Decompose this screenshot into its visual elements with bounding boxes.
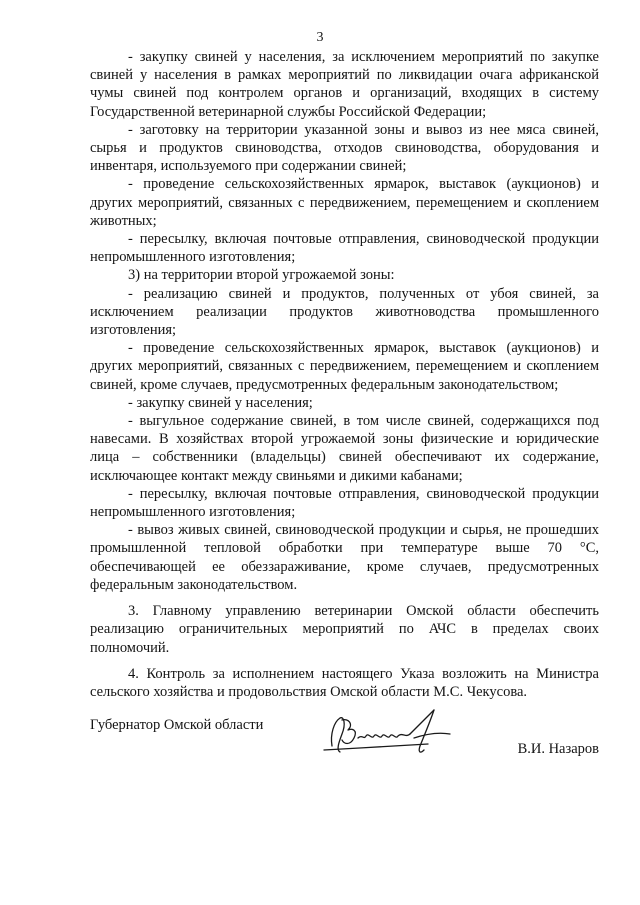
paragraph-live-export: - вывоз живых свиней, свиноводческой продукции и сырья, не прошедших промышленной тепловой обработки при температуре выше 70 °С, обеспечивающей ее обеззараживание, кроме случаев, предусмотренных федеральным законодательством. <box>90 522 599 593</box>
signatory-name: В.И. Назаров <box>517 741 599 757</box>
page-number: 3 <box>316 30 324 45</box>
paragraph-mailing-first-zone: - пересылку, включая почтовые отправления, свиноводческой продукции непромышленного изготовления; <box>90 231 599 266</box>
handwritten-signature <box>318 704 468 762</box>
paragraph-fairs-second-zone: - проведение сельскохозяйственных ярмарок, выставок (аукционов) и других мероприятий, связанных с передвижением, перемещением и скоплением свиней, кроме случаев, предусмотренных федеральным законодательством; <box>90 340 599 393</box>
paragraph-clause-3: 3. Главному управлению ветеринарии Омской области обеспечить реализацию ограничительных мероприятий по АЧС в пределах своих полномочий. <box>90 603 599 656</box>
paragraph-purchase-second-zone: - закупку свиней у населения; <box>128 394 313 411</box>
paragraph-fairs-first-zone: - проведение сельскохозяйственных ярмарок, выставок (аукционов) и других мероприятий, связанных с передвижением, перемещением и скоплением животных; <box>90 176 599 229</box>
paragraph-free-range: - выгульное содержание свиней, в том числе свиней, содержащихся под навесами. В хозяйствах второй угрожаемой зоны физические и юридические лица – собственники (владельцы) свиней обеспечивают их содержание, исключающее контакт между свиньями и дикими кабанами; <box>90 413 599 484</box>
paragraph-mailing-second-zone: - пересылку, включая почтовые отправления, свиноводческой продукции непромышленного изготовления; <box>90 485 599 521</box>
paragraph-second-zone-heading: 3) на территории второй угрожаемой зоны: <box>128 267 395 284</box>
paragraph-meat-procurement: - заготовку на территории указанной зоны и вывоз из нее мяса свиней, сырья и продуктов свиноводства, отходов свиноводства, оборудования и инвентаря, используемого при содержании свиней; <box>90 121 599 175</box>
signature-block <box>90 708 599 768</box>
document-body <box>90 48 599 701</box>
signatory-position: Губернатор Омской области <box>90 717 264 733</box>
paragraph-sale-second-zone: - реализацию свиней и продуктов, полученных от убоя свиней, за исключением реализации продуктов животноводства промышленного изготовления; <box>90 285 599 339</box>
paragraph-pig-purchase: - закупку свиней у населения, за исключением мероприятий по закупке свиней у населения в рамках мероприятий по ликвидации очага африканской чумы свиней под контролем органов и организаций, входящих в систему Государственной ветеринарной службы Российской Федерации; <box>90 49 599 120</box>
paragraph-clause-4: 4. Контроль за исполнением настоящего Указа возложить на Министра сельского хозяйства и продовольствия Омской области М.С. Чекусова. <box>90 665 599 700</box>
